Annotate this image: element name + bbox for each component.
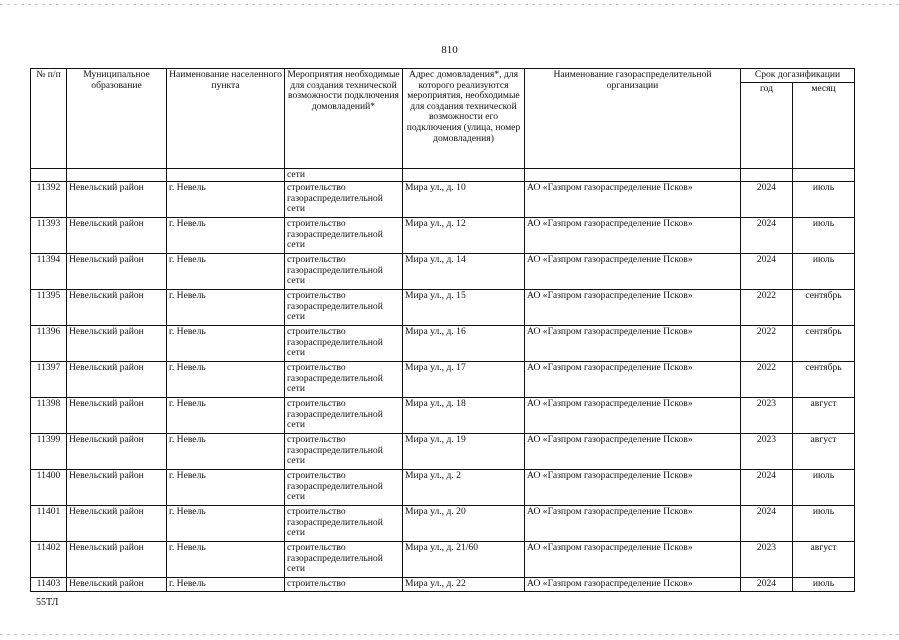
cell-month: сентябрь — [793, 290, 855, 326]
cell-gas-org: АО «Газпром газораспределение Псков» — [525, 542, 741, 578]
cell-num: 11402 — [31, 542, 67, 578]
cell-gas-org: АО «Газпром газораспределение Псков» — [525, 326, 741, 362]
cell-settlement: г. Невель — [167, 182, 285, 218]
cell-municipality: Невельский район — [67, 218, 167, 254]
table-row — [31, 542, 855, 578]
cell-month: июль — [793, 506, 855, 542]
cell-municipality: Невельский район — [67, 578, 167, 592]
cell-num: 11399 — [31, 434, 67, 470]
table-row — [31, 254, 855, 290]
continuation-row — [31, 168, 855, 182]
cell-num: 11397 — [31, 362, 67, 398]
cell-address: Мира ул., д. 10 — [403, 182, 525, 218]
cell-measure: строительство газораспределительной сети — [285, 506, 403, 542]
cell-settlement: г. Невель — [167, 578, 285, 592]
cell-settlement: г. Невель — [167, 218, 285, 254]
continuation-cell: сети — [285, 168, 403, 182]
cell-year: 2022 — [741, 326, 793, 362]
cell-gas-org: АО «Газпром газораспределение Псков» — [525, 290, 741, 326]
cell-municipality: Невельский район — [67, 182, 167, 218]
cell-num: 11400 — [31, 470, 67, 506]
cell-num: 11395 — [31, 290, 67, 326]
table-row — [31, 434, 855, 470]
cell-month: июль — [793, 218, 855, 254]
cell-year: 2024 — [741, 470, 793, 506]
header-measures: Мероприятия необходимые для создания технической возможности подключения домовладений* — [285, 69, 403, 169]
footer-code: 55ТЛ — [36, 597, 59, 608]
cell-address: Мира ул., д. 18 — [403, 398, 525, 434]
cell-municipality: Невельский район — [67, 542, 167, 578]
cell-num: 11401 — [31, 506, 67, 542]
header-year: год — [741, 82, 793, 168]
cell-year: 2023 — [741, 434, 793, 470]
cell-month: июль — [793, 182, 855, 218]
cell-year: 2022 — [741, 362, 793, 398]
cell-measure: строительство газораспределительной сети — [285, 290, 403, 326]
cell-address: Мира ул., д. 22 — [403, 578, 525, 592]
table-row — [31, 326, 855, 362]
cell-measure: строительство газораспределительной сети — [285, 254, 403, 290]
cell-municipality: Невельский район — [67, 470, 167, 506]
table-row — [31, 470, 855, 506]
cell-measure: строительство газораспределительной сети — [285, 398, 403, 434]
cell-address: Мира ул., д. 20 — [403, 506, 525, 542]
header-address: Адрес домовладения*, для которого реализуются мероприятия, необходимые для создания технической возможности его подключения (улица, номер домовладения) — [403, 69, 525, 169]
header-settlement: Наименование населенного пункта — [167, 69, 285, 169]
cell-settlement: г. Невель — [167, 542, 285, 578]
cell-measure: строительство газораспределительной сети — [285, 470, 403, 506]
cell-address: Мира ул., д. 21/60 — [403, 542, 525, 578]
cell-municipality: Невельский район — [67, 506, 167, 542]
cell-num: 11403 — [31, 578, 67, 592]
cell-settlement: г. Невель — [167, 290, 285, 326]
cell-measure: строительство газораспределительной сети — [285, 218, 403, 254]
cell-year: 2024 — [741, 506, 793, 542]
cell-municipality: Невельский район — [67, 254, 167, 290]
cell-year: 2023 — [741, 542, 793, 578]
cell-municipality: Невельский район — [67, 398, 167, 434]
cell-address: Мира ул., д. 14 — [403, 254, 525, 290]
table-row — [31, 398, 855, 434]
cell-year: 2023 — [741, 398, 793, 434]
cell-month: август — [793, 542, 855, 578]
cell-year: 2024 — [741, 218, 793, 254]
cell-settlement: г. Невель — [167, 326, 285, 362]
cell-year: 2024 — [741, 254, 793, 290]
gasification-table — [30, 68, 855, 592]
page-number: 810 — [441, 44, 458, 56]
cell-year: 2024 — [741, 578, 793, 592]
cell-measure: строительство газораспределительной сети — [285, 362, 403, 398]
cell-municipality: Невельский район — [67, 362, 167, 398]
cell-gas-org: АО «Газпром газораспределение Псков» — [525, 362, 741, 398]
cell-month: сентябрь — [793, 326, 855, 362]
cell-municipality: Невельский район — [67, 290, 167, 326]
scan-artifact-top — [0, 4, 899, 5]
cell-address: Мира ул., д. 17 — [403, 362, 525, 398]
cell-year: 2022 — [741, 290, 793, 326]
table-row — [31, 506, 855, 542]
table-row — [31, 182, 855, 218]
cell-year: 2024 — [741, 182, 793, 218]
cell-address: Мира ул., д. 15 — [403, 290, 525, 326]
cell-settlement: г. Невель — [167, 434, 285, 470]
cell-gas-org: АО «Газпром газораспределение Псков» — [525, 470, 741, 506]
cell-month: сентябрь — [793, 362, 855, 398]
cell-gas-org: АО «Газпром газораспределение Псков» — [525, 506, 741, 542]
cell-measure: строительство газораспределительной сети — [285, 434, 403, 470]
cell-month: июль — [793, 254, 855, 290]
cell-num: 11393 — [31, 218, 67, 254]
header-deadline: Срок догазификации — [741, 69, 855, 83]
cell-gas-org: АО «Газпром газораспределение Псков» — [525, 578, 741, 592]
cell-month: август — [793, 434, 855, 470]
header-row-1 — [31, 69, 855, 83]
cell-num: 11398 — [31, 398, 67, 434]
cell-measure: строительство — [285, 578, 403, 592]
cell-settlement: г. Невель — [167, 470, 285, 506]
header-gas-org: Наименование газораспределительной организации — [525, 69, 741, 169]
cell-gas-org: АО «Газпром газораспределение Псков» — [525, 434, 741, 470]
cell-address: Мира ул., д. 19 — [403, 434, 525, 470]
cell-measure: строительство газораспределительной сети — [285, 542, 403, 578]
cell-settlement: г. Невель — [167, 254, 285, 290]
cell-month: август — [793, 398, 855, 434]
cell-gas-org: АО «Газпром газораспределение Псков» — [525, 182, 741, 218]
cell-address: Мира ул., д. 12 — [403, 218, 525, 254]
cell-address: Мира ул., д. 16 — [403, 326, 525, 362]
cell-municipality: Невельский район — [67, 326, 167, 362]
table-row — [31, 578, 855, 592]
cell-num: 11392 — [31, 182, 67, 218]
cell-gas-org: АО «Газпром газораспределение Псков» — [525, 218, 741, 254]
cell-municipality: Невельский район — [67, 434, 167, 470]
cell-settlement: г. Невель — [167, 398, 285, 434]
header-municipality: Муниципальное образование — [67, 69, 167, 169]
cell-gas-org: АО «Газпром газораспределение Псков» — [525, 398, 741, 434]
cell-month: июль — [793, 470, 855, 506]
table-row — [31, 290, 855, 326]
cell-gas-org: АО «Газпром газораспределение Псков» — [525, 254, 741, 290]
cell-settlement: г. Невель — [167, 362, 285, 398]
cell-month: июль — [793, 578, 855, 592]
cell-measure: строительство газораспределительной сети — [285, 326, 403, 362]
cell-num: 11394 — [31, 254, 67, 290]
cell-measure: строительство газораспределительной сети — [285, 182, 403, 218]
cell-settlement: г. Невель — [167, 506, 285, 542]
table-row — [31, 218, 855, 254]
header-month: месяц — [793, 82, 855, 168]
cell-address: Мира ул., д. 2 — [403, 470, 525, 506]
scan-artifact-bottom — [0, 634, 899, 635]
table-row — [31, 362, 855, 398]
cell-num: 11396 — [31, 326, 67, 362]
header-num: № п/п — [31, 69, 67, 169]
